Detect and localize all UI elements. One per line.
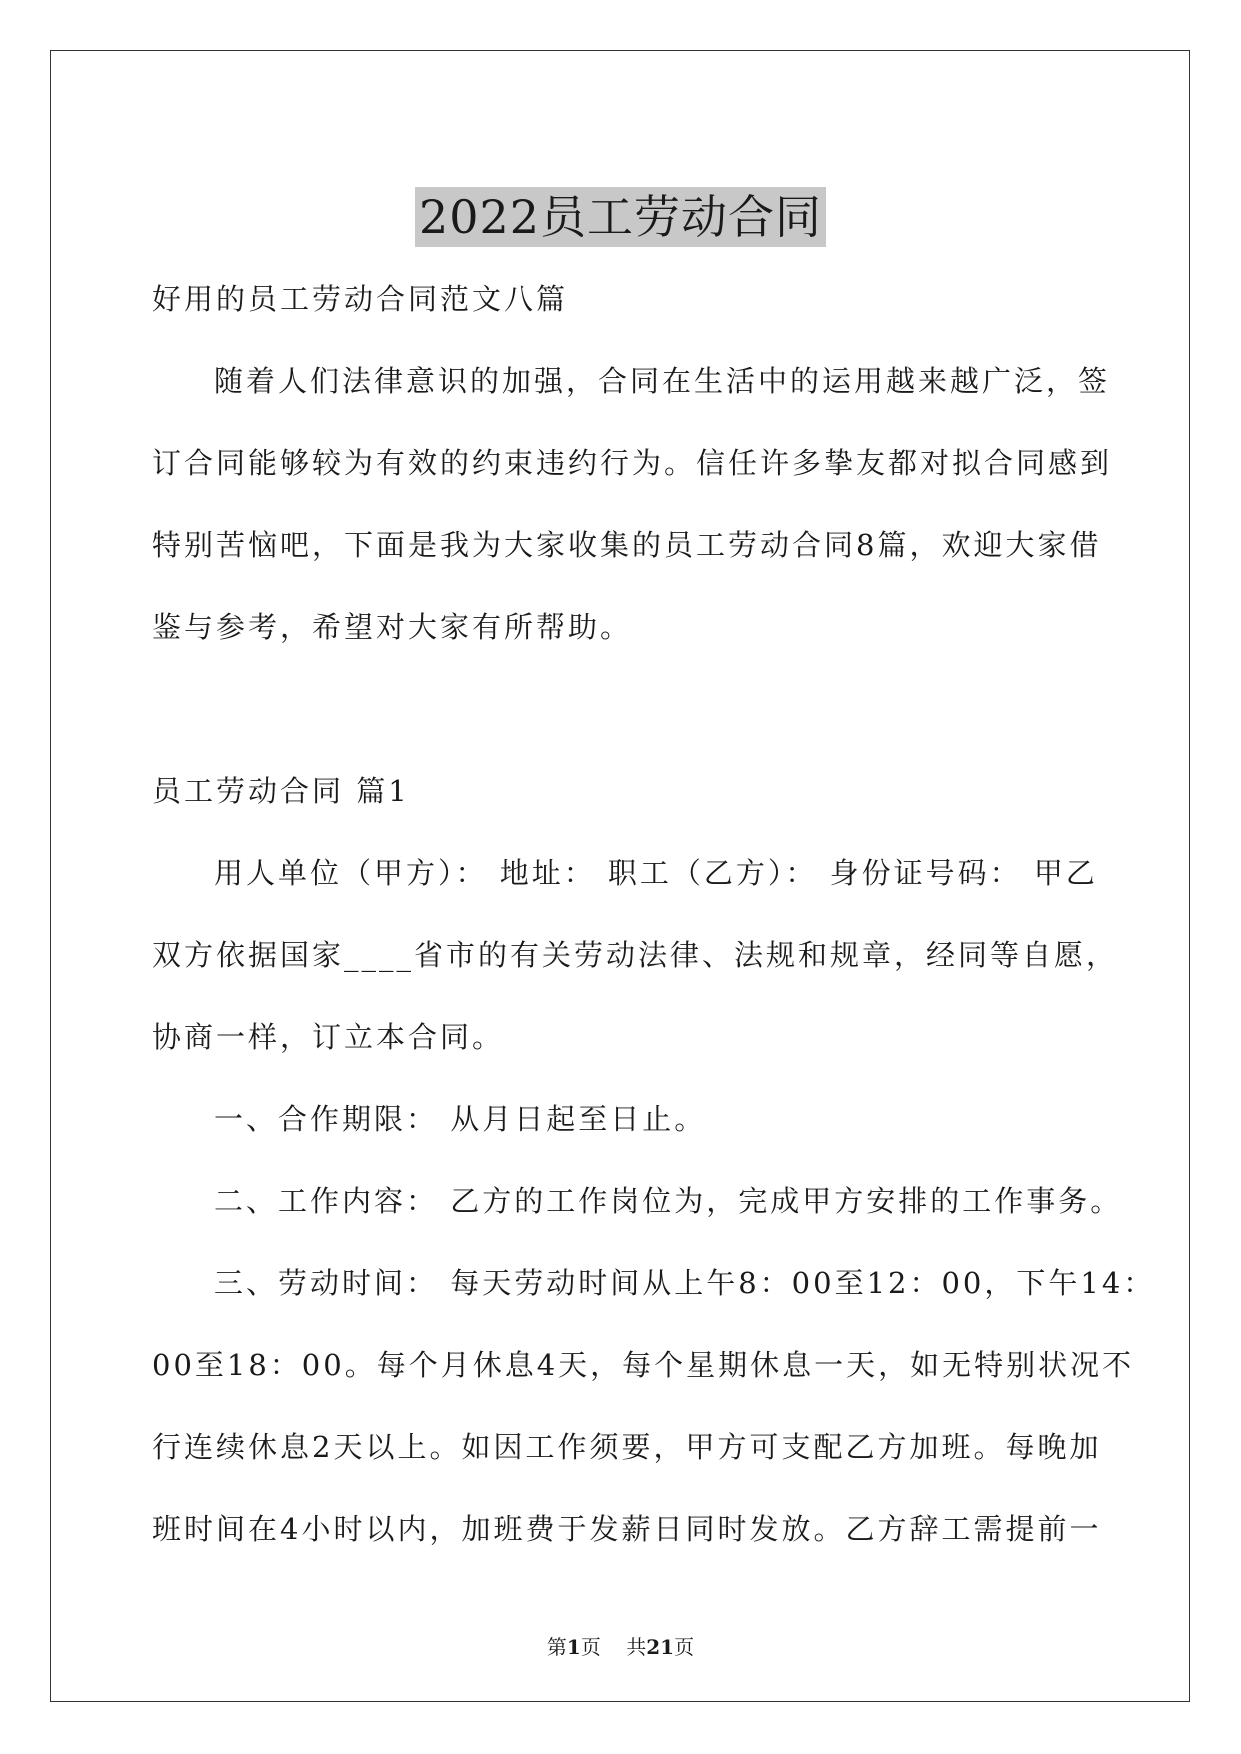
document-body xyxy=(152,258,1156,1570)
clause-3-line: 班时间在4小时以内，加班费于发薪日同时发放。乙方辞工需提前一 xyxy=(152,1512,1102,1546)
intro-line: 订合同能够较为有效的约束违约行为。信任许多挚友都对拟合同感到 xyxy=(152,446,1113,480)
document-title: 2022员工劳动合同 xyxy=(415,187,826,247)
parties-line: 用人单位（甲方）： 地址： 职工（乙方）： 身份证号码： 甲乙 xyxy=(214,856,1098,890)
parties-line: 双方依据国家____省市的有关劳动法律、法规和规章，经同等自愿， xyxy=(152,938,1119,972)
intro-line: 随着人们法律意识的加强，合同在生活中的运用越来越广泛，签 xyxy=(214,364,1111,398)
clause-3-line: 00至18：00。每个月休息4天，每个星期休息一天，如无特别状况不 xyxy=(152,1348,1135,1382)
paragraph-gap xyxy=(152,668,1090,750)
clause-3-line: 三、劳动时间： 每天劳动时间从上午8：00至12：00，下午14： xyxy=(214,1266,1156,1300)
footer-total-suffix: 页 xyxy=(674,1635,695,1659)
intro-line: 特别苦恼吧，下面是我为大家收集的员工劳动合同8篇，欢迎大家借 xyxy=(152,528,1102,562)
intro-line: 鉴与参考，希望对大家有所帮助。 xyxy=(152,610,633,644)
clause-3-line: 行连续休息2天以上。如因工作须要，甲方可支配乙方加班。每晚加 xyxy=(152,1430,1102,1464)
footer-page-number: 1 xyxy=(566,1635,581,1659)
footer-total-prefix: 共 xyxy=(626,1635,647,1659)
clause-1: 一、合作期限： 从月日起至日止。 xyxy=(214,1102,707,1136)
footer-page-suffix: 页 xyxy=(580,1635,601,1659)
footer-prefix: 第 xyxy=(546,1635,567,1659)
document-subtitle: 好用的员工劳动合同范文八篇 xyxy=(152,282,569,316)
footer-total-pages: 21 xyxy=(646,1635,675,1659)
page-footer xyxy=(0,1631,1241,1660)
clause-2: 二、工作内容： 乙方的工作岗位为，完成甲方安排的工作事务。 xyxy=(214,1184,1123,1218)
section-heading: 员工劳动合同 篇1 xyxy=(152,774,410,808)
parties-line: 协商一样，订立本合同。 xyxy=(152,1020,505,1054)
